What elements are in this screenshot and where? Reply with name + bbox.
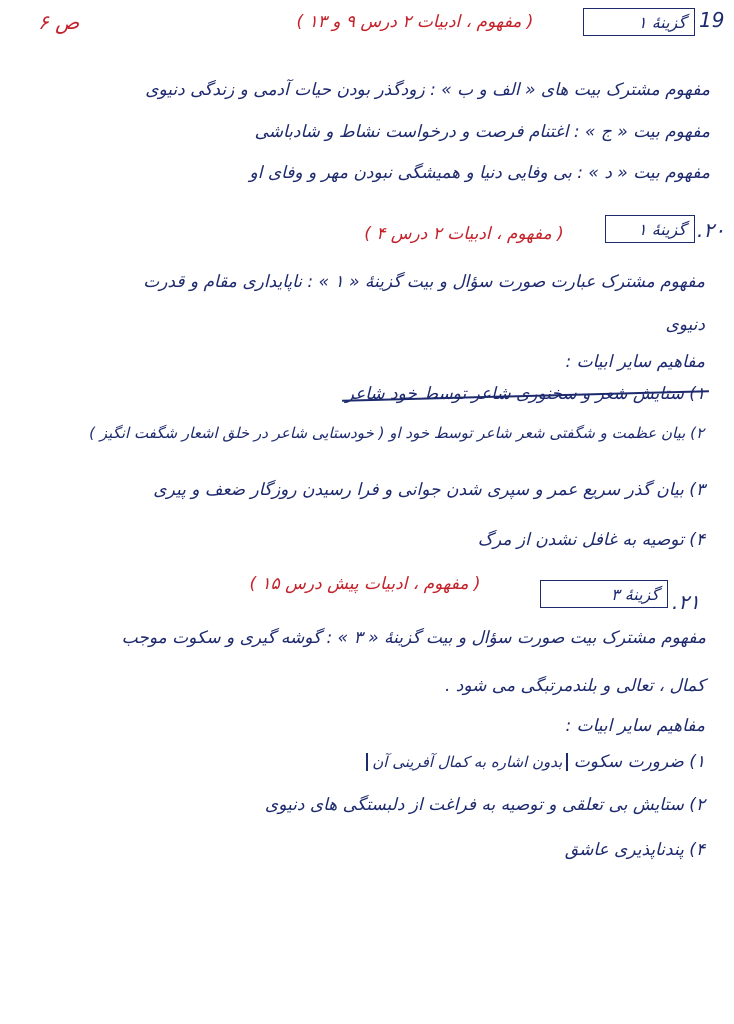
q20-struck-item (290, 384, 705, 404)
q20-item-2: ۲) بیان عظمت و شگفتی شعر شاعر توسط خود او ( خودستایی شاعر در خلق اشعار شگفت انگیز ) (89, 424, 704, 442)
q21-item-1-note: بدون اشاره به کمال آفرینی آن (366, 753, 568, 771)
q19-topic: ( مفهوم ، ادبیات ۲ درس ۹ و ۱۳ ) (296, 12, 534, 32)
q21-others-heading: مفاهیم سایر ابیات : (565, 716, 705, 736)
q20-topic: ( مفهوم ، ادبیات ۲ درس ۴ ) (364, 224, 564, 244)
q21-answer-label: گزینهٔ ۳ (611, 584, 659, 604)
q21-line-1: مفهوم مشترک بیت صورت سؤال و بیت گزینهٔ « ۳ » : گوشه گیری و سکوت موجب (121, 628, 706, 648)
q20-struck-text: ۱) ستایش شعر و سخنوری شاعر توسط خود شاعر (345, 384, 705, 404)
q21-answer-box (540, 580, 668, 608)
q21-topic: ( مفهوم ، ادبیات پیش درس ۱۵ ) (249, 574, 481, 594)
q20-line-1: مفهوم مشترک عبارت صورت سؤال و بیت گزینهٔ « ۱ » : ناپایداری مقام و قدرت (143, 272, 705, 292)
q19-answer-box (583, 8, 695, 36)
q20-item-4: ۴) توصیه به غافل نشدن از مرگ (477, 530, 705, 550)
q19-line-1: مفهوم مشترک بیت های « الف و ب » : زودگذر بودن حیات آدمی و زندگی دنیوی (145, 80, 710, 100)
q21-item-1 (300, 752, 705, 772)
q21-number: ۲۱. (672, 590, 700, 614)
q20-item-3: ۳) بیان گذر سریع عمر و سپری شدن جوانی و فرا رسیدن روزگار ضعف و پیری (153, 480, 705, 500)
q19-line-2: مفهوم بیت « ج » : اغتنام فرصت و درخواست نشاط و شادباشی (254, 122, 710, 142)
q21-line-1b: کمال ، تعالی و بلندمرتبگی می شود . (444, 676, 705, 696)
q21-item-2: ۲) ستایش بی تعلقی و توصیه به فراغت از دلبستگی های دنیوی (264, 795, 705, 815)
q20-answer-box (605, 215, 695, 243)
page-label: ص ۶ (38, 10, 80, 34)
q20-others-heading: مفاهیم سایر ابیات : (565, 352, 705, 372)
q19-answer-label: گزینهٔ ۱ (638, 12, 686, 32)
q21-item-4: ۴) پندناپذیری عاشق (564, 840, 705, 860)
q20-number: ۲۰. (697, 218, 725, 242)
q20-line-1b: دنیوی (665, 315, 705, 335)
q21-item-1-text: ۱) ضرورت سکوت (573, 752, 705, 772)
q20-answer-label: گزینهٔ ۱ (638, 219, 686, 239)
q19-number: 19 (699, 8, 725, 32)
q19-line-3: مفهوم بیت « د » : بی وفایی دنیا و همیشگی نبودن مهر و وفای او (249, 163, 710, 183)
